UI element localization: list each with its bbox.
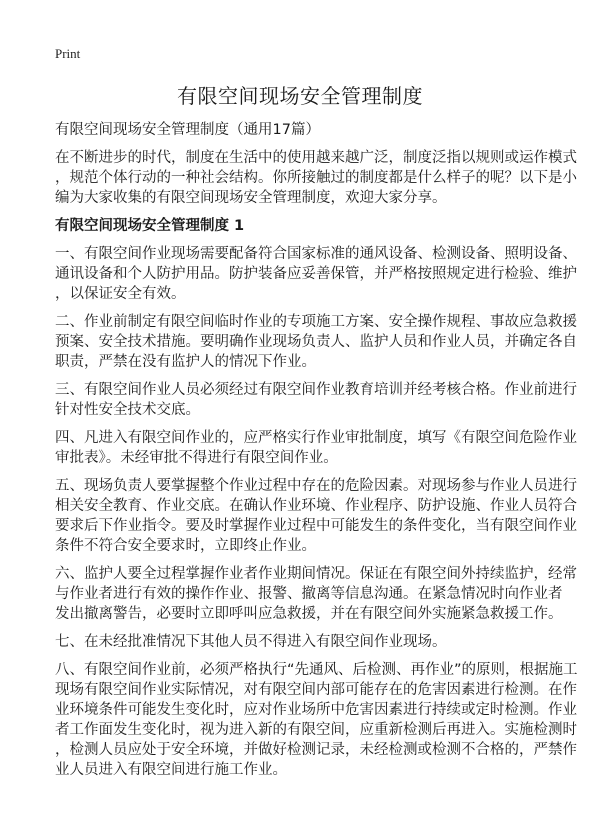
print-link[interactable]: Print xyxy=(55,46,81,61)
document-body xyxy=(55,120,578,788)
text-line: 七、在未经批准情况下其他人员不得进入有限空间作业现场。 xyxy=(55,634,447,650)
text-line: 相关安全教育、作业交底。在确认作业环境、作业程序、防护设施、作业人员符合 xyxy=(55,498,577,514)
text-line: 四、凡进入有限空间作业的，应严格实行作业审批制度，填写《有限空间危险作业 xyxy=(55,430,577,446)
text-line: 者工作面发生变化时，视为进入新的有限空间，应重新检测后再进入。实施检测时 xyxy=(55,722,577,738)
text-line: 五、现场负责人要掌握整个作业过程中存在的危险因素。对现场参与作业人员进行 xyxy=(55,478,577,494)
text-line: 业人员进入有限空间进行施工作业。 xyxy=(55,762,287,778)
text-line: 要求后下作业指令。要及时掌握作业过程中可能发生的条件变化，当有限空间作业 xyxy=(55,518,577,534)
text-line: 二、作业前制定有限空间临时作业的专项施工方案、安全操作规程、事故应急救援 xyxy=(55,314,577,330)
rule-paragraph xyxy=(55,244,577,304)
text-line: 与作业者进行有效的操作作业、报警、撤离等信息沟通。在紧急情况时向作业者 xyxy=(55,586,563,602)
rule-paragraph xyxy=(55,428,577,468)
text-line: 八、有限空间作业前，必须严格执行“先通风、后检测、再作业”的原则，根据施工 xyxy=(55,662,578,678)
document-subtitle: 有限空间现场安全管理制度（通用17篇） xyxy=(55,122,320,138)
rule-paragraph xyxy=(55,632,535,652)
text-line: 业环境条件可能发生变化时，应对作业场所中危害因素进行持续或定时检测。作业 xyxy=(55,702,577,718)
text-line: 一、有限空间作业现场需要配备符合国家标准的通风设备、检测设备、照明设备、 xyxy=(55,246,577,262)
text-line: ，规范个体行动的一种社会结构。你所接触过的制度都是什么样子的呢？以下是小 xyxy=(55,170,577,186)
page-title: 有限空间现场安全管理制度 xyxy=(177,84,423,108)
text-line: ，检测人员应处于安全环境，并做好检测记录，未经检测或检测不合格的，严禁作 xyxy=(55,742,577,758)
text-line: 发出撤离警告，必要时立即呼叫应急救援，并在有限空间外实施紧急救援工作。 xyxy=(55,606,563,622)
rule-paragraph xyxy=(55,564,577,624)
text-line: 在不断进步的时代，制度在生活中的使用越来越广泛，制度泛指以规则或运作模式 xyxy=(55,150,577,166)
section-heading: 有限空间现场安全管理制度 1 xyxy=(55,218,245,234)
rule-paragraph xyxy=(55,476,577,556)
rule-paragraph xyxy=(55,380,577,420)
text-line: 编为大家收集的有限空间现场安全管理制度，欢迎大家分享。 xyxy=(55,190,447,206)
text-line: 条件不符合安全要求时，立即终止作业。 xyxy=(55,538,316,554)
text-line: 通讯设备和个人防护用品。防护装备应妥善保管，并严格按照规定进行检验、维护 xyxy=(55,266,577,282)
rule-paragraph xyxy=(55,660,578,780)
text-line: 现场有限空间作业实际情况，对有限空间内部可能存在的危害因素进行检测。在作 xyxy=(55,682,577,698)
text-line: 三、有限空间作业人员必须经过有限空间作业教育培训并经考核合格。作业前进行 xyxy=(55,382,577,398)
text-line: 职责，严禁在没有监护人的情况下作业。 xyxy=(55,354,316,370)
text-line: 六、监护人要全过程掌握作业者作业期间情况。保证在有限空间外持续监护，经常 xyxy=(55,566,577,582)
text-line: 预案、安全技术措施。要明确作业现场负责人、监护人员和作业人员，并确定各自 xyxy=(55,334,577,350)
text-line: ，以保证安全有效。 xyxy=(55,286,186,302)
rule-paragraph xyxy=(55,312,577,372)
text-line: 针对性安全技术交底。 xyxy=(55,402,200,418)
intro-paragraph xyxy=(55,148,577,208)
text-line: 审批表》。未经审批不得进行有限空间作业。 xyxy=(55,450,338,466)
